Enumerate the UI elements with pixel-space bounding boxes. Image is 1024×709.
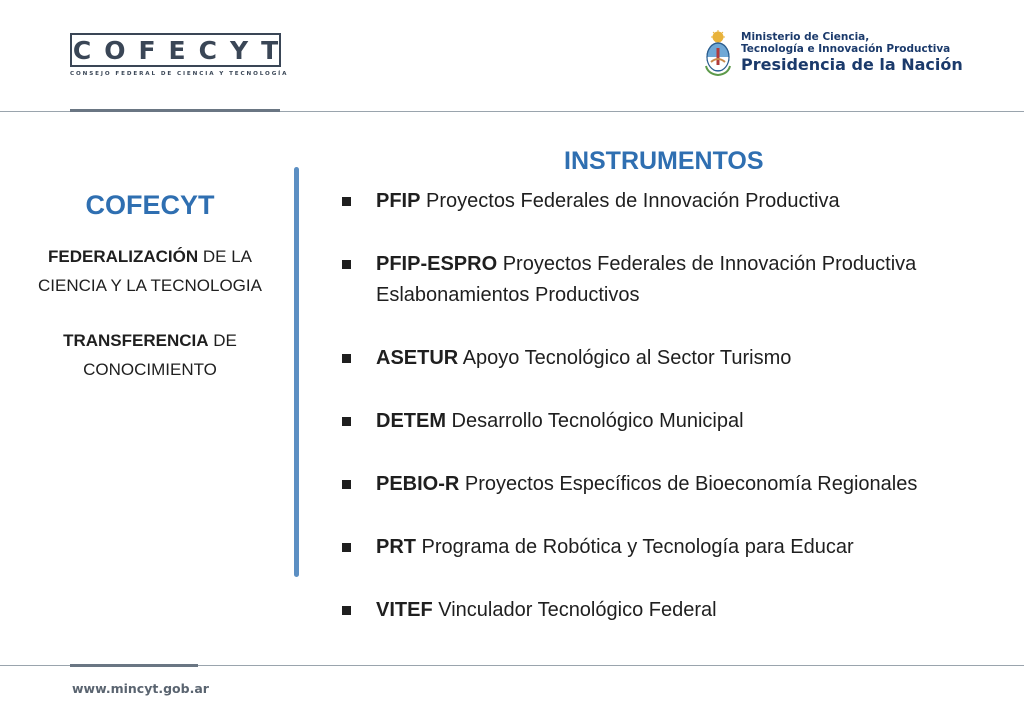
- ministerio-line3: Presidencia de la Nación: [741, 55, 963, 74]
- cofecyt-logo: [70, 33, 292, 77]
- list-item-pfip: [340, 186, 1010, 217]
- footer-accent-bar: [70, 664, 198, 667]
- ministerio-line1: Ministerio de Ciencia,: [741, 31, 870, 43]
- item-text: Desarrollo Tecnológico Municipal: [446, 410, 744, 432]
- escudo-icon: [703, 30, 733, 76]
- square-bullet-icon: [342, 260, 351, 269]
- federalizacion-bold: FEDERALIZACIÓN: [47, 247, 199, 266]
- list-item-asetur: [340, 343, 1010, 374]
- ministerio-line2: Tecnología e Innovación Productiva: [741, 43, 951, 55]
- federalizacion-block: [30, 242, 270, 300]
- vertical-divider: [294, 167, 299, 577]
- item-text: Vinculador Tecnológico Federal: [432, 599, 717, 621]
- square-bullet-icon: [342, 543, 351, 552]
- federalizacion-rest: DE LA CIENCIA Y LA TECNOLOGIA: [38, 247, 262, 295]
- header-accent-bar: [70, 109, 280, 112]
- square-bullet-icon: [342, 480, 351, 489]
- list-item-pebio-r: [340, 469, 1010, 500]
- item-text: Proyectos Específicos de Bioeconomía Regionales: [459, 473, 918, 495]
- item-code: VITEF: [376, 599, 433, 621]
- item-code: DETEM: [376, 410, 446, 432]
- square-bullet-icon: [342, 197, 351, 206]
- ministerio-text: [741, 31, 963, 75]
- cofecyt-logo-box: [70, 33, 292, 67]
- left-column: [30, 190, 270, 384]
- item-code: ASETUR: [376, 347, 459, 369]
- list-item-detem: [340, 406, 1010, 437]
- transferencia-bold: TRANSFERENCIA: [63, 331, 209, 350]
- item-text: Programa de Robótica y Tecnología para Educar: [416, 536, 854, 558]
- ministerio-logo: [703, 30, 963, 76]
- item-code: PRT: [376, 536, 416, 558]
- item-code: PEBIO-R: [376, 473, 460, 495]
- square-bullet-icon: [342, 417, 351, 426]
- list-item-vitef: [340, 595, 1010, 626]
- transferencia-rest: DE CONOCIMIENTO: [83, 331, 237, 379]
- list-item-prt: [340, 532, 1010, 563]
- item-code: PFIP: [376, 190, 421, 212]
- transferencia-block: [30, 326, 270, 384]
- cofecyt-logo-word: COFECYT: [72, 35, 292, 65]
- cofecyt-logo-subtitle: CONSEJO FEDERAL DE CIENCIA Y TECNOLOGÍA: [70, 71, 289, 77]
- left-title: COFECYT: [85, 190, 215, 220]
- square-bullet-icon: [342, 606, 351, 615]
- item-text: Apoyo Tecnológico al Sector Turismo: [458, 347, 792, 369]
- footer-url: www.mincyt.gob.ar: [72, 681, 209, 696]
- item-text: Proyectos Federales de Innovación Productiva Eslabonamientos Productivos: [376, 253, 917, 306]
- list-item-pfip-espro: [340, 249, 1010, 311]
- instrumentos-list: [340, 186, 1010, 658]
- square-bullet-icon: [342, 354, 351, 363]
- instrumentos-title: INSTRUMENTOS: [564, 147, 764, 175]
- item-code: PFIP-ESPRO: [376, 253, 498, 275]
- item-text: Proyectos Federales de Innovación Productiva: [420, 190, 840, 212]
